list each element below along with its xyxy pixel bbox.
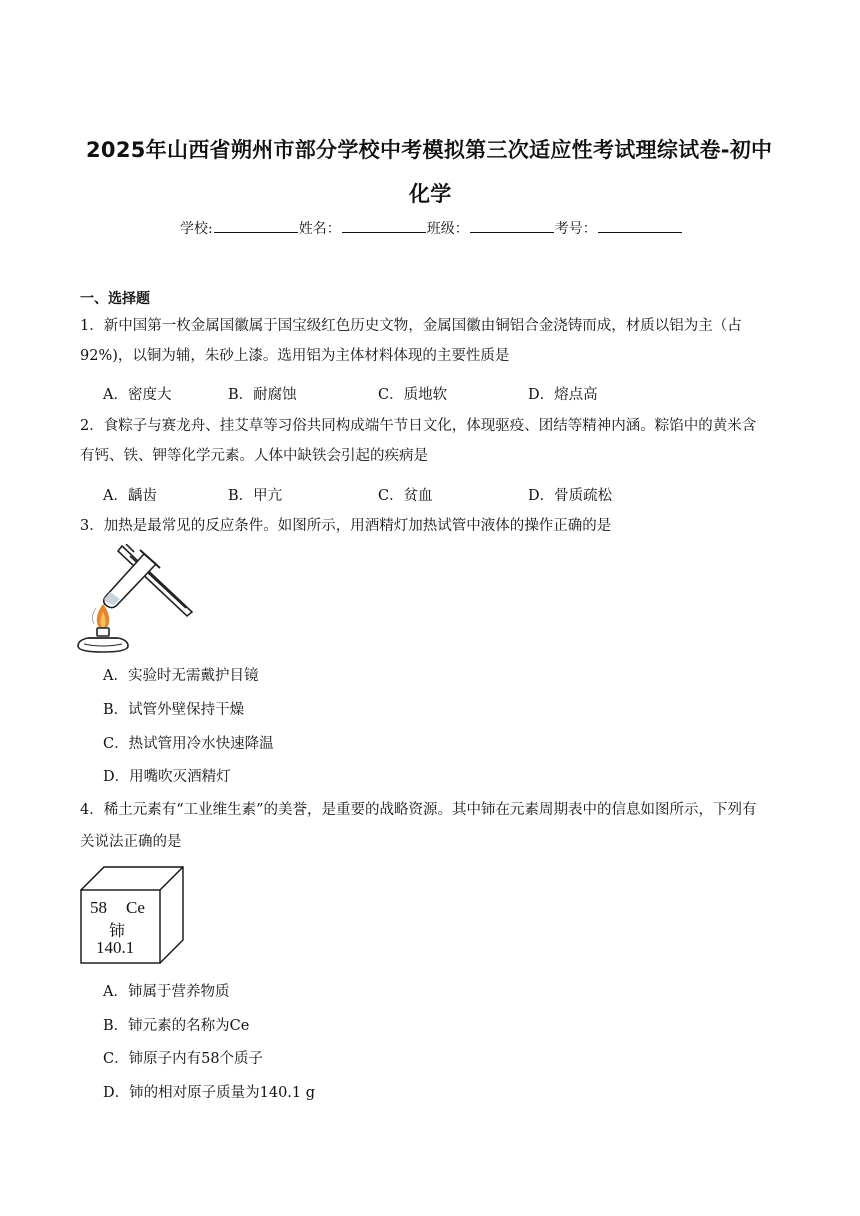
q1-option-b[interactable]: B．耐腐蚀 bbox=[228, 387, 297, 403]
q2-option-b[interactable]: B．甲亢 bbox=[228, 488, 283, 504]
question-3-line1: 3．加热是最常见的反应条件。如图所示，用酒精灯加热试管中液体的操作正确的是 bbox=[80, 518, 612, 534]
exam-number-label: 考号： bbox=[554, 221, 597, 237]
q3-option-d[interactable]: D．用嘴吹灭酒精灯 bbox=[103, 769, 231, 785]
student-info-line bbox=[180, 218, 683, 238]
q2-option-a[interactable]: A．龋齿 bbox=[103, 488, 157, 504]
section-heading: 一、选择题 bbox=[80, 291, 150, 307]
class-label: 班级： bbox=[426, 221, 469, 237]
question-1-line2: 92%)，以铜为辅，朱砂上漆。选用铝为主体材料体现的主要性质是 bbox=[80, 348, 510, 364]
q4-option-a[interactable]: A．铈属于营养物质 bbox=[103, 984, 230, 1000]
q1-option-a[interactable]: A．密度大 bbox=[103, 387, 172, 403]
alcohol-lamp-heating-figure bbox=[74, 544, 198, 654]
exam-number-blank bbox=[598, 220, 682, 233]
element-symbol: Ce bbox=[126, 898, 145, 917]
class-blank bbox=[470, 220, 554, 233]
cerium-element-card bbox=[80, 866, 184, 964]
q4-option-d[interactable]: D．铈的相对原子质量为140.1 g bbox=[103, 1085, 316, 1101]
element-name: 铈 bbox=[109, 921, 126, 940]
q2-option-c[interactable]: C．贫血 bbox=[378, 488, 433, 504]
school-label: 学校: bbox=[180, 221, 213, 237]
q3-option-c[interactable]: C．热试管用冷水快速降温 bbox=[103, 736, 274, 752]
question-1-line1: 1．新中国第一枚金属国徽属于国宝级红色历史文物，金属国徽由铜铝合金浇铸而成，材质以铝为主（占 bbox=[80, 318, 742, 334]
alcohol-lamp bbox=[78, 628, 128, 652]
question-4-line1: 4．稀土元素有“工业维生素”的美誉，是重要的战略资源。其中铈在元素周期表中的信息如图所示，下列有 bbox=[80, 802, 757, 818]
q3-option-a[interactable]: A．实验时无需戴护目镜 bbox=[103, 668, 259, 684]
q3-option-b[interactable]: B．试管外壁保持干燥 bbox=[103, 702, 245, 718]
question-2-line2: 有钙、铁、钾等化学元素。人体中缺铁会引起的疾病是 bbox=[80, 448, 428, 464]
q1-option-c[interactable]: C．质地软 bbox=[378, 387, 448, 403]
question-4-line2: 关说法正确的是 bbox=[80, 834, 182, 850]
q4-option-c[interactable]: C．铈原子内有58个质子 bbox=[103, 1051, 264, 1067]
q1-option-d[interactable]: D．熔点高 bbox=[528, 387, 598, 403]
question-2-line1: 2．食粽子与赛龙舟、挂艾草等习俗共同构成端午节日文化，体现驱疫、团结等精神内涵。粽馅中的黄米含 bbox=[80, 418, 757, 434]
school-blank bbox=[214, 220, 298, 233]
question-2-options bbox=[0, 484, 860, 504]
q4-option-b[interactable]: B．铈元素的名称为Ce bbox=[103, 1018, 250, 1034]
name-label: 姓名： bbox=[298, 221, 341, 237]
element-atomic-number: 58 bbox=[90, 898, 107, 917]
q2-option-d[interactable]: D．骨质疏松 bbox=[528, 488, 613, 504]
page-title-line2: 化学 bbox=[409, 182, 452, 206]
page-title-line1: 2025年山西省朔州市部分学校中考模拟第三次适应性考试理综试卷-初中 bbox=[86, 138, 773, 162]
name-blank bbox=[342, 220, 426, 233]
flame bbox=[92, 604, 109, 629]
question-1-options bbox=[0, 383, 860, 403]
element-atomic-mass: 140.1 bbox=[96, 938, 135, 957]
